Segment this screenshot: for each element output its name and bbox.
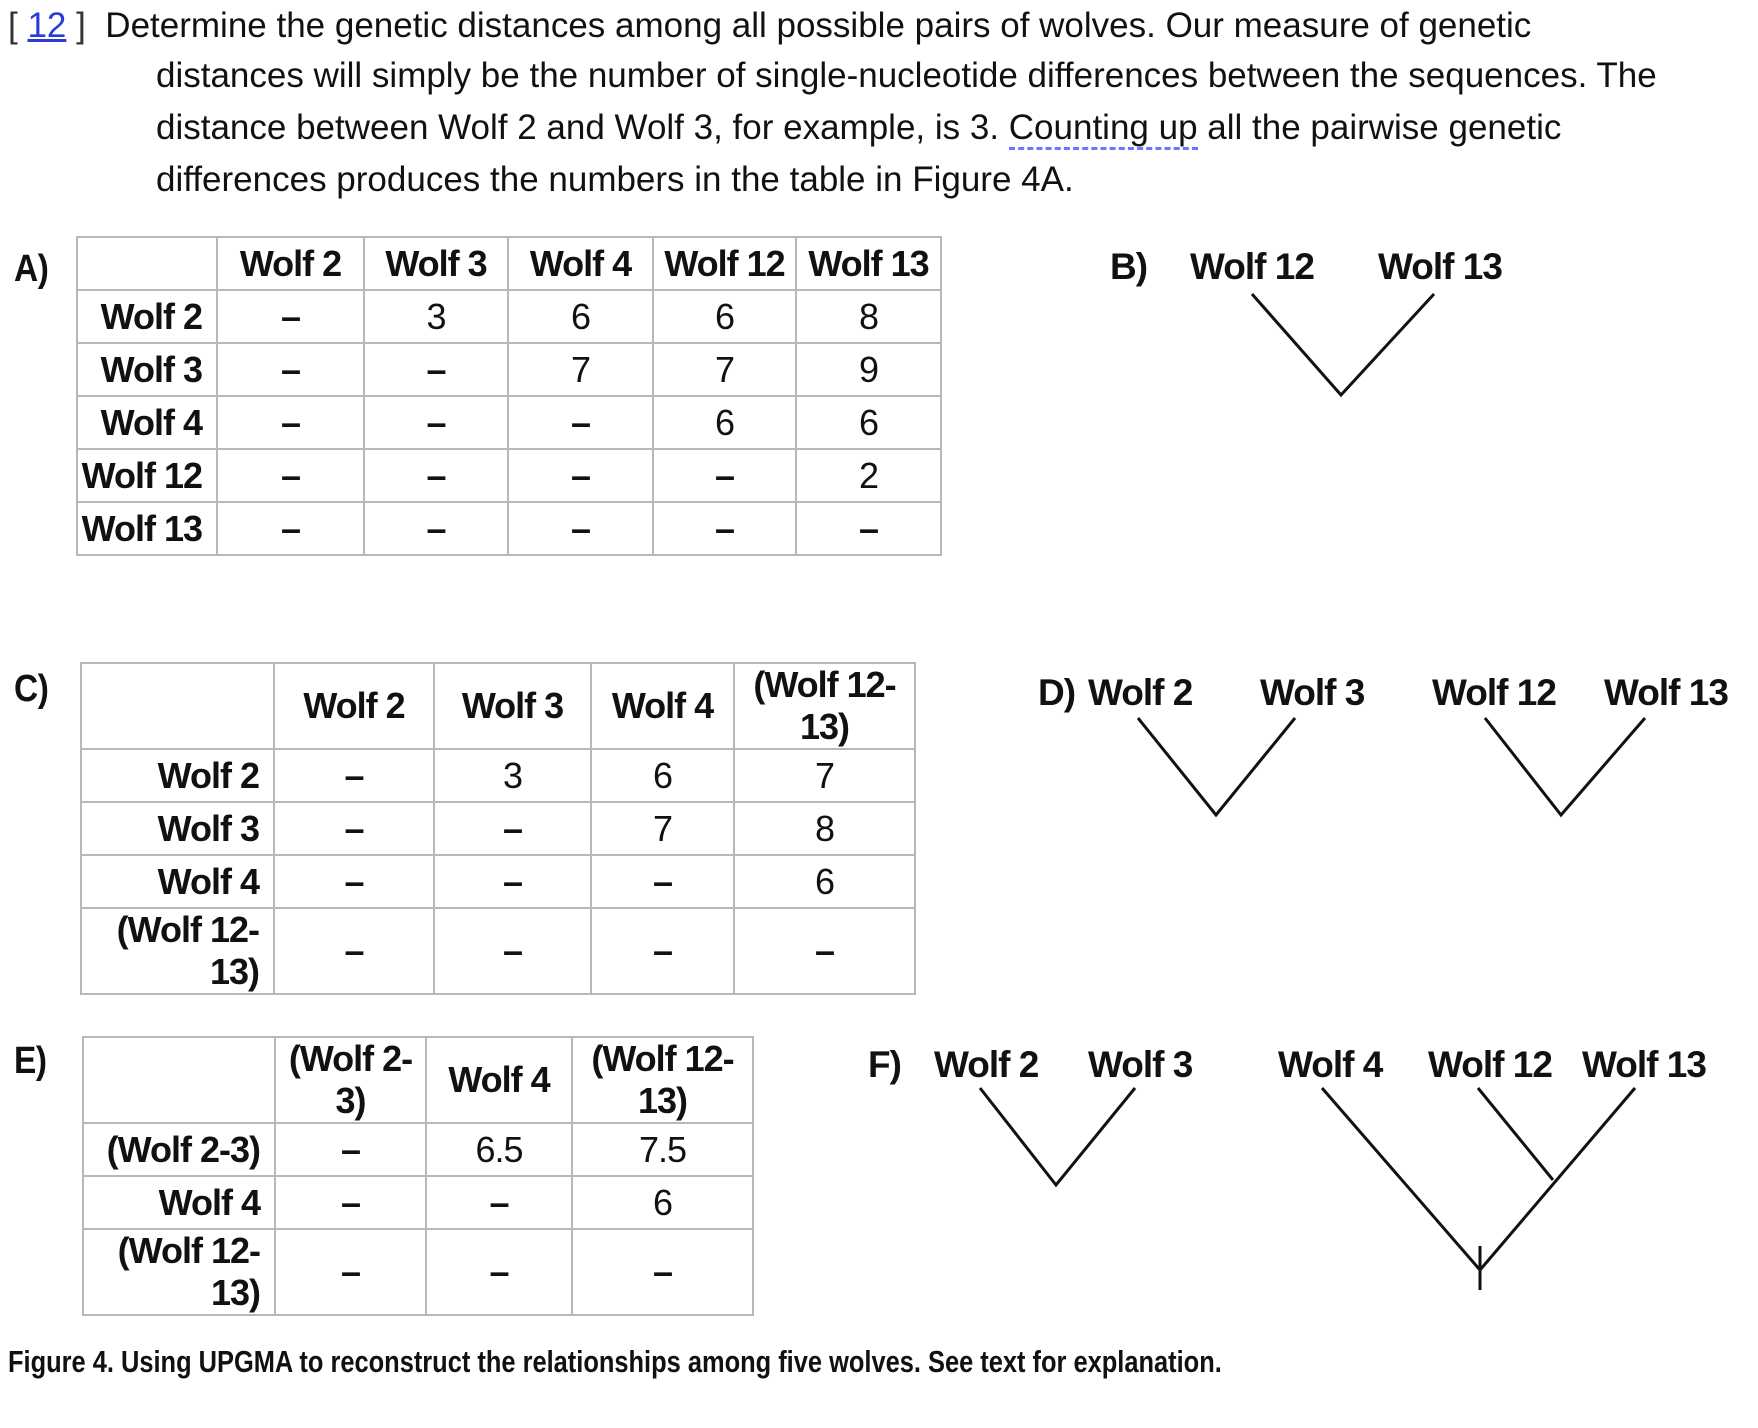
tree-b-branch: [1252, 294, 1434, 395]
table-cell: –: [275, 1176, 426, 1229]
column-header: Wolf 13: [796, 237, 941, 290]
panel-label-e: E): [14, 1040, 47, 1082]
panel-label-b: B): [1110, 246, 1148, 287]
table-row: [83, 1123, 753, 1176]
row-header: Wolf 3: [77, 343, 217, 396]
table-cell: –: [275, 1123, 426, 1176]
table-cell: –: [434, 908, 591, 994]
table-cell: 6: [653, 396, 796, 449]
table-cell: –: [274, 855, 434, 908]
column-header: Wolf 12: [653, 237, 796, 290]
table-cell: 6: [734, 855, 915, 908]
table-row: [77, 396, 941, 449]
table-cell: –: [274, 908, 434, 994]
tree-f-leaf-wolf-13: Wolf 13: [1582, 1044, 1706, 1085]
table-cell: 7.5: [572, 1123, 753, 1176]
paragraph-line-1: [8, 0, 1531, 52]
column-header: Wolf 4: [426, 1037, 572, 1123]
table-cell: 9: [796, 343, 941, 396]
table-cell: –: [796, 502, 941, 555]
paragraph-line-2: distances will simply be the number of single-nucleotide differences between the sequences. The: [156, 56, 1657, 95]
table-cell: 7: [734, 749, 915, 802]
distance-table-c: [80, 662, 916, 995]
row-header: (Wolf 12-13): [83, 1229, 275, 1315]
column-header: Wolf 2: [274, 663, 434, 749]
table-cell: –: [591, 855, 734, 908]
table-cell: –: [274, 749, 434, 802]
table-cell: –: [217, 449, 364, 502]
tree-f-leaf-wolf-4: Wolf 4: [1278, 1044, 1383, 1085]
paragraph-line-3: distance between Wolf 2 and Wolf 3, for example, is 3. Counting up all the pairwise genetic: [156, 102, 1561, 154]
tree-f-leaf-wolf-12: Wolf 12: [1428, 1044, 1552, 1085]
table-header-row: [77, 237, 941, 290]
table-cell: 7: [653, 343, 796, 396]
distance-table-a: [76, 236, 942, 556]
table-cell: –: [591, 908, 734, 994]
tree-d-leaf-wolf-13: Wolf 13: [1604, 672, 1728, 713]
table-row: [77, 290, 941, 343]
tree-f-branch-wolf-12: [1478, 1088, 1553, 1180]
tree-f-leaf-wolf-3: Wolf 3: [1088, 1044, 1193, 1085]
tree-d-leaf-wolf-2: Wolf 2: [1088, 672, 1193, 713]
tree-f-branch-wolf-2-3: [980, 1088, 1135, 1185]
tree-f-branch-wolf-4: [1322, 1088, 1480, 1270]
table-row: [81, 855, 915, 908]
row-header: Wolf 3: [81, 802, 274, 855]
table-row: [83, 1229, 753, 1315]
tree-d-leaf-wolf-12: Wolf 12: [1432, 672, 1556, 713]
table-cell: –: [217, 343, 364, 396]
table-cell: –: [508, 396, 653, 449]
table-corner: [77, 237, 217, 290]
table-cell: –: [364, 396, 508, 449]
table-row: [81, 802, 915, 855]
tree-f-leaf-wolf-2: Wolf 2: [934, 1044, 1039, 1085]
table-cell: –: [364, 502, 508, 555]
distance-table-e: [82, 1036, 754, 1316]
row-header: Wolf 2: [77, 290, 217, 343]
column-header: Wolf 3: [364, 237, 508, 290]
table-cell: –: [508, 502, 653, 555]
panel-label-c: C): [14, 668, 49, 710]
tree-d-leaf-wolf-3: Wolf 3: [1260, 672, 1365, 713]
table-cell: –: [426, 1229, 572, 1315]
table-cell: –: [653, 502, 796, 555]
table-cell: –: [217, 396, 364, 449]
table-row: [81, 908, 915, 994]
tree-b-leaf-wolf-12: Wolf 12: [1190, 246, 1314, 287]
row-header: Wolf 12: [77, 449, 217, 502]
table-cell: 3: [364, 290, 508, 343]
table-cell: –: [217, 290, 364, 343]
tree-b-leaf-wolf-13: Wolf 13: [1378, 246, 1502, 287]
table-cell: –: [364, 449, 508, 502]
table-cell: –: [426, 1176, 572, 1229]
question-number-link[interactable]: 12: [27, 6, 67, 45]
column-header: Wolf 3: [434, 663, 591, 749]
table-row: [83, 1176, 753, 1229]
table-row: [81, 749, 915, 802]
table-corner: [81, 663, 274, 749]
table-cell: –: [572, 1229, 753, 1315]
table-cell: –: [274, 802, 434, 855]
row-header: (Wolf 2-3): [83, 1123, 275, 1176]
row-header: Wolf 4: [81, 855, 274, 908]
table-cell: –: [653, 449, 796, 502]
table-cell: 8: [796, 290, 941, 343]
table-cell: 6: [653, 290, 796, 343]
table-row: [77, 449, 941, 502]
table-cell: 2: [796, 449, 941, 502]
table-cell: –: [508, 449, 653, 502]
column-header: (Wolf 12-13): [572, 1037, 753, 1123]
table-cell: –: [734, 908, 915, 994]
table-cell: –: [364, 343, 508, 396]
panel-label-d: D): [1038, 672, 1076, 713]
table-cell: –: [217, 502, 364, 555]
panel-label-a: A): [14, 248, 49, 290]
column-header: Wolf 4: [508, 237, 653, 290]
row-header: (Wolf 12-13): [81, 908, 274, 994]
table-cell: 3: [434, 749, 591, 802]
column-header: (Wolf 12-13): [734, 663, 915, 749]
table-cell: –: [434, 855, 591, 908]
table-cell: 7: [508, 343, 653, 396]
row-header: Wolf 13: [77, 502, 217, 555]
row-header: Wolf 2: [81, 749, 274, 802]
table-cell: –: [434, 802, 591, 855]
column-header: Wolf 4: [591, 663, 734, 749]
tree-d-branch-left: [1138, 718, 1295, 815]
table-cell: 6.5: [426, 1123, 572, 1176]
panel-label-f: F): [868, 1044, 901, 1085]
table-row: [77, 343, 941, 396]
table-cell: 6: [796, 396, 941, 449]
figure-caption: Figure 4. Using UPGMA to reconstruct the relationships among five wolves. See text for explanation.: [8, 1344, 1222, 1379]
paragraph-text-1: Determine the genetic distances among all possible pairs of wolves. Our measure of genetic: [105, 6, 1532, 45]
table-header-row: [81, 663, 915, 749]
table-cell: 6: [591, 749, 734, 802]
table-header-row: [83, 1037, 753, 1123]
column-header: Wolf 2: [217, 237, 364, 290]
table-cell: –: [275, 1229, 426, 1315]
table-cell: 7: [591, 802, 734, 855]
tree-d-branch-right: [1485, 718, 1645, 815]
table-cell: 8: [734, 802, 915, 855]
paragraph-line-4: differences produces the numbers in the table in Figure 4A.: [156, 160, 1074, 199]
row-header: Wolf 4: [83, 1176, 275, 1229]
table-corner: [83, 1037, 275, 1123]
spellcheck-marked-text[interactable]: Counting up: [1009, 108, 1198, 150]
question-number[interactable]: [ 12 ]: [8, 6, 86, 45]
row-header: Wolf 4: [77, 396, 217, 449]
table-cell: 6: [508, 290, 653, 343]
column-header: (Wolf 2-3): [275, 1037, 426, 1123]
tree-f-branch-wolf-13: [1480, 1088, 1635, 1270]
table-cell: 6: [572, 1176, 753, 1229]
table-row: [77, 502, 941, 555]
